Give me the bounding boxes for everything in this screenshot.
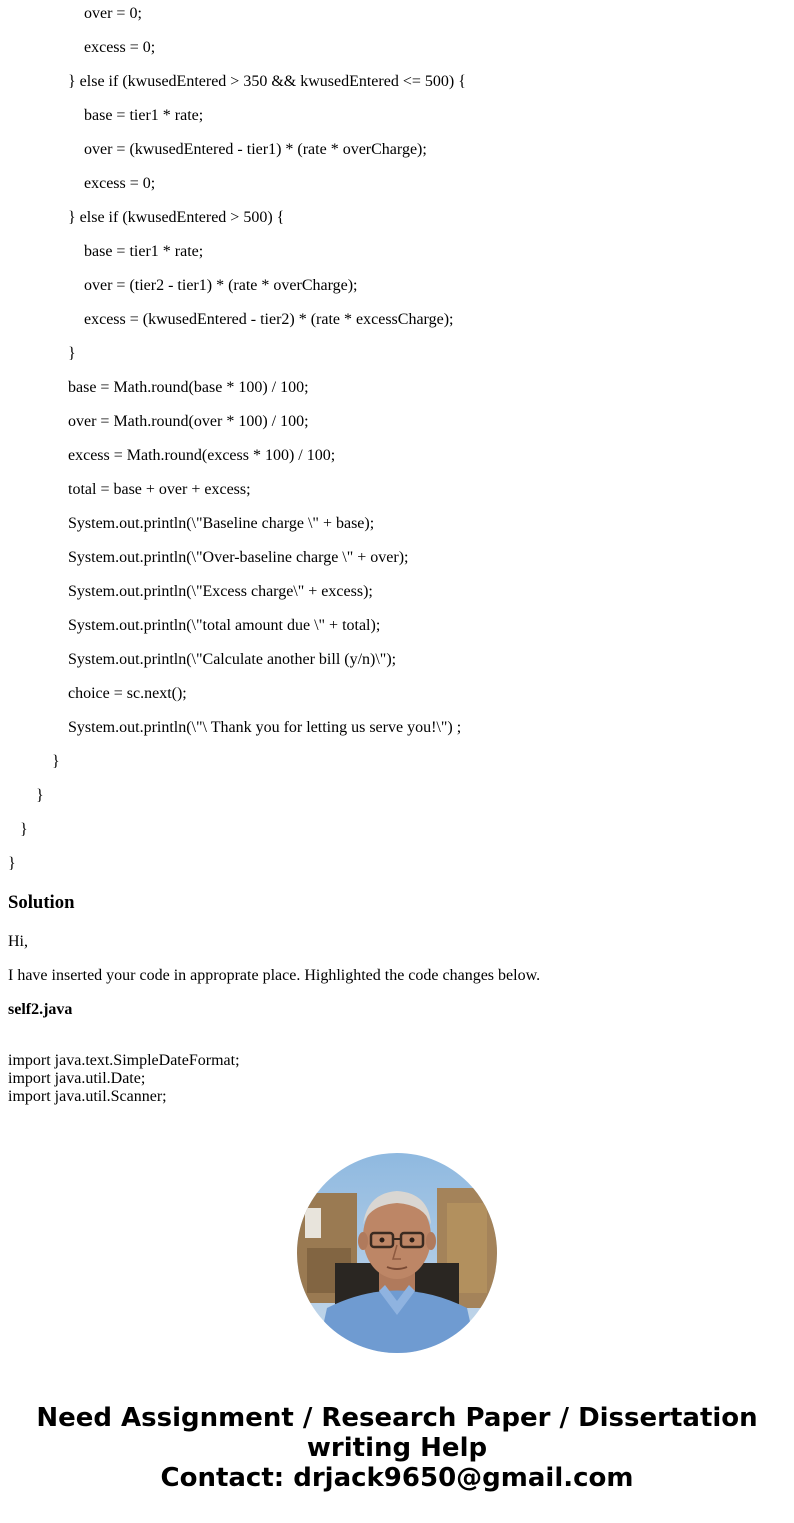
promo-line-2: writing Help xyxy=(306,1433,488,1463)
promo-line-1: Need Assignment / Research Paper / Dissertation xyxy=(36,1403,758,1433)
solution-filename: self2.java xyxy=(8,1001,73,1018)
code-line: excess = 0; xyxy=(84,175,156,192)
code-line: over = 0; xyxy=(84,5,142,22)
solution-heading: Solution xyxy=(8,892,75,913)
author-avatar xyxy=(297,1153,497,1353)
code-line: base = tier1 * rate; xyxy=(84,243,204,260)
code-line: System.out.println(\"Over-baseline charge \" + over); xyxy=(68,549,409,566)
promo-banner xyxy=(0,1403,794,1493)
code-line: } xyxy=(68,345,76,362)
import-block xyxy=(8,1052,240,1106)
code-line: excess = 0; xyxy=(84,39,156,56)
code-line: over = (tier2 - tier1) * (rate * overCharge); xyxy=(84,277,358,294)
code-line: } xyxy=(20,821,28,838)
code-line: over = Math.round(over * 100) / 100; xyxy=(68,413,309,430)
import-line: import java.util.Scanner; xyxy=(8,1088,167,1105)
code-line: excess = Math.round(excess * 100) / 100; xyxy=(68,447,336,464)
code-line: choice = sc.next(); xyxy=(68,685,187,702)
code-line: } else if (kwusedEntered > 350 && kwusedEntered <= 500) { xyxy=(68,73,466,90)
code-line: } else if (kwusedEntered > 500) { xyxy=(68,209,285,226)
code-line: System.out.println(\"Baseline charge \" + base); xyxy=(68,515,375,532)
code-line: base = Math.round(base * 100) / 100; xyxy=(68,379,309,396)
code-line: total = base + over + excess; xyxy=(68,481,251,498)
code-line: over = (kwusedEntered - tier1) * (rate * overCharge); xyxy=(84,141,427,158)
code-line: excess = (kwusedEntered - tier2) * (rate * excessCharge); xyxy=(84,311,454,328)
code-line: } xyxy=(36,787,44,804)
import-line: import java.text.SimpleDateFormat; xyxy=(8,1052,240,1069)
code-line: System.out.println(\"Excess charge\" + excess); xyxy=(68,583,373,600)
promo-contact-line: Contact: drjack9650@gmail.com xyxy=(160,1463,634,1493)
code-line: System.out.println(\"\ Thank you for letting us serve you!\") ; xyxy=(68,719,462,736)
code-line: base = tier1 * rate; xyxy=(84,107,204,124)
code-line: } xyxy=(52,753,60,770)
solution-greeting: Hi, xyxy=(8,933,28,950)
solution-message: I have inserted your code in approprate place. Highlighted the code changes below. xyxy=(8,967,541,984)
code-line: System.out.println(\"total amount due \" + total); xyxy=(68,617,381,634)
import-line: import java.util.Date; xyxy=(8,1070,146,1087)
code-line: System.out.println(\"Calculate another bill (y/n)\"); xyxy=(68,651,397,668)
code-line: } xyxy=(8,855,16,872)
author-portrait-image xyxy=(297,1153,497,1353)
